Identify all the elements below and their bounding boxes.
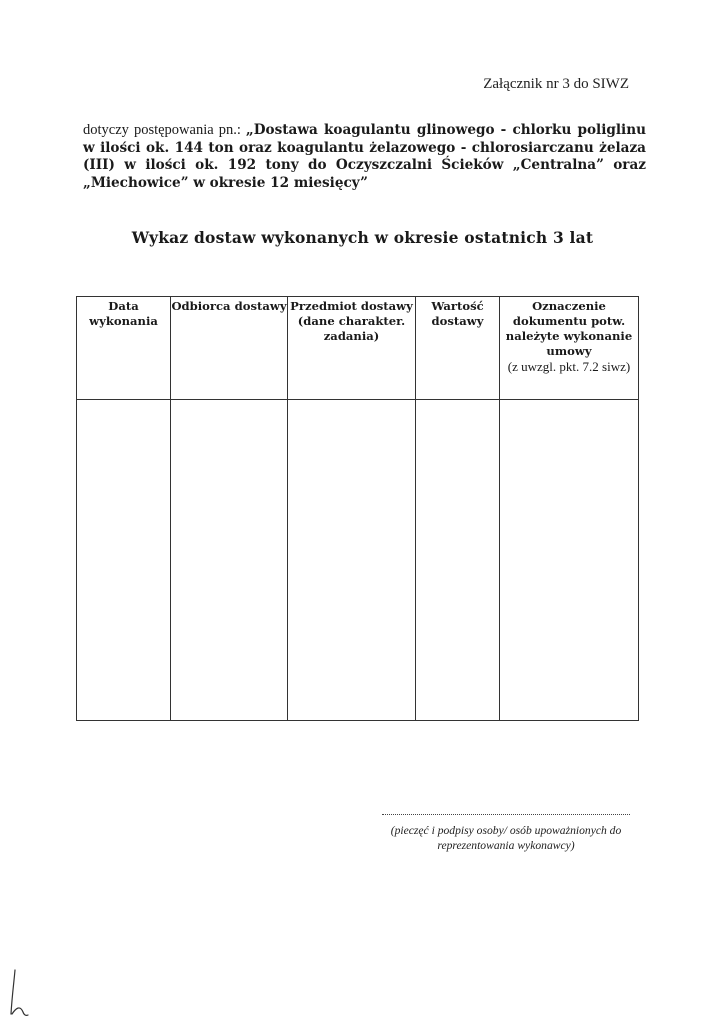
table-row [77, 400, 639, 721]
column-header-value [416, 297, 500, 400]
deliveries-table [76, 296, 639, 721]
procurement-intro [83, 122, 646, 192]
column-header-document-note: (z uwzgl. pkt. 7.2 siwz) [507, 359, 631, 374]
table-header-row [77, 297, 639, 400]
table-cell-recipient [171, 400, 288, 721]
column-header-subject-label: Przedmiot dostawy (dane charakter. zadania) [290, 299, 413, 343]
signature-caption: (pieczęć i podpisy osoby/ osób upoważnionych do reprezentowania wykonawcy) [390, 824, 622, 852]
column-header-value-label: Wartość dostawy [431, 299, 484, 328]
column-header-document [500, 297, 639, 400]
table-cell-date [77, 400, 171, 721]
annex-label: Załącznik nr 3 do SIWZ [483, 76, 629, 92]
document-title: Wykaz dostaw wykonanych w okresie ostatnich 3 lat [131, 228, 594, 247]
handwritten-initial-mark [8, 968, 30, 1018]
intro-subject: „Dostawa koagulantu glinowego - chlorku poliglinu w ilości ok. 144 ton oraz koagulantu żelazowego - chlorosiarczanu żelaza (III) w ilości ok. 192 tony do Oczyszczalni Ścieków „Centralna” oraz „Miechowice” w okresie 12 miesięcy” [83, 122, 646, 191]
table-cell-subject [288, 400, 416, 721]
column-header-recipient-label: Odbiorca dostawy [171, 299, 287, 313]
intro-lead: dotyczy postępowania pn.: [83, 122, 246, 138]
column-header-subject [288, 297, 416, 400]
column-header-date [77, 297, 171, 400]
column-header-recipient [171, 297, 288, 400]
column-header-date-label: Data wykonania [89, 299, 158, 328]
table-cell-document [500, 400, 639, 721]
table-cell-value [416, 400, 500, 721]
signature-dotted-line [382, 814, 630, 815]
column-header-document-label: Oznaczenie dokumentu potw. należyte wykonanie umowy [505, 299, 633, 358]
